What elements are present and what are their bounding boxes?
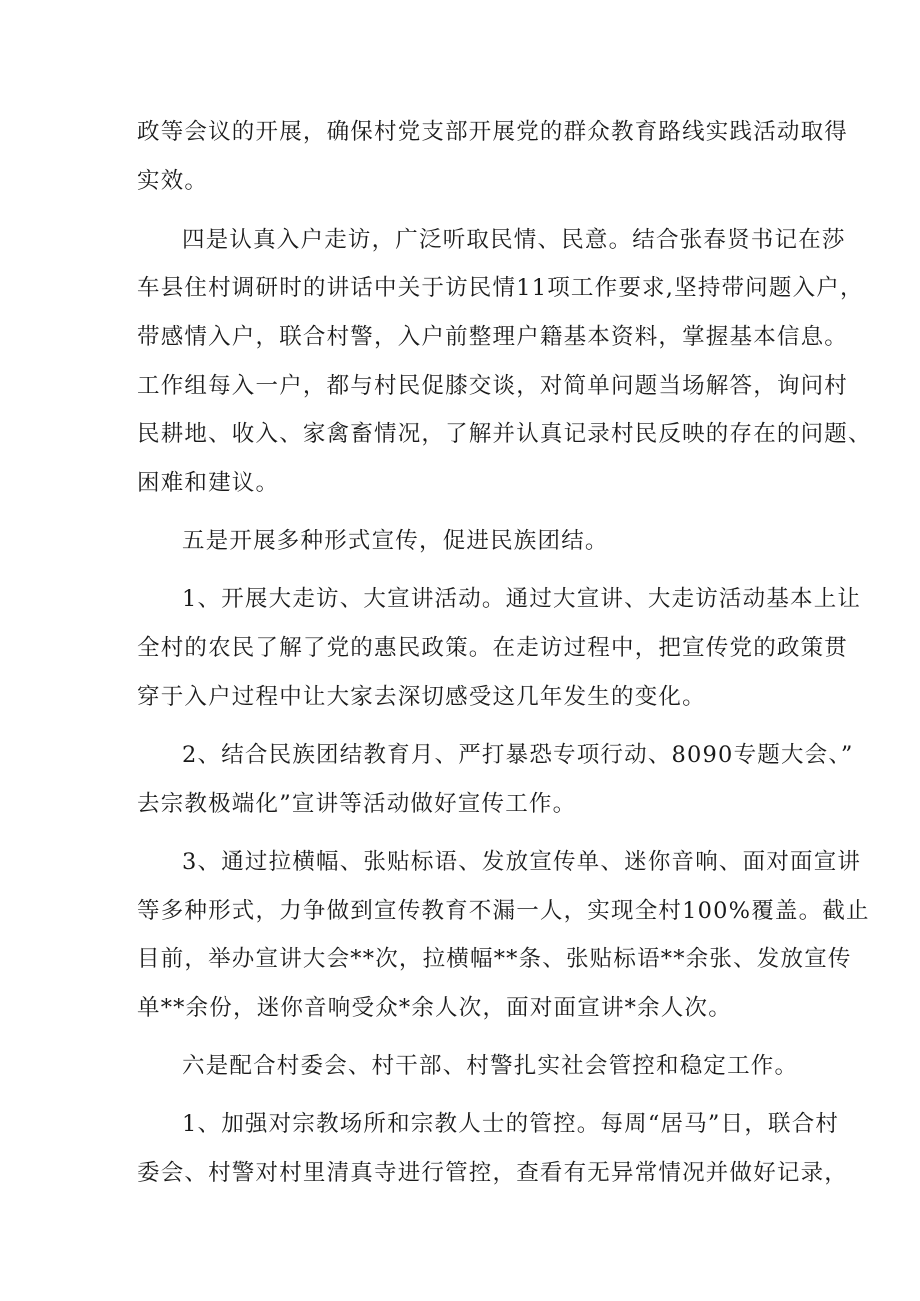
- paragraph-2-line-6: 困难和建议。: [137, 470, 280, 496]
- paragraph-5-line-1: 2、结合民族团结教育月、严打暴恐专项行动、8090专题大会、”: [182, 742, 854, 768]
- paragraph-4-line-3: 穿于入户过程中让大家去深切感受这几年发生的变化。: [137, 684, 706, 710]
- paragraph-1-line-2: 实效。: [137, 168, 209, 194]
- paragraph-2-line-5: 民耕地、收入、家禽畜情况，了解并认真记录村民反映的存在的问题、: [137, 421, 872, 447]
- paragraph-2-line-4: 工作组每入一户，都与村民促膝交谈，对简单问题当场解答，询问村: [137, 373, 849, 399]
- paragraph-6-line-3: 目前，举办宣讲大会**次，拉横幅**条、张贴标语**余张、发放宣传: [137, 946, 852, 972]
- paragraph-7-line-1: 六是配合村委会、村干部、村警扎实社会管控和稳定工作。: [182, 1053, 799, 1079]
- paragraph-3-line-1: 五是开展多种形式宣传，促进民族团结。: [182, 528, 609, 554]
- paragraph-5-line-2: 去宗教极端化”宣讲等活动做好宣传工作。: [137, 791, 577, 817]
- paragraph-2-line-2: 车县住村调研时的讲话中关于访民情11项工作要求,坚持带问题入户，: [137, 275, 864, 301]
- paragraph-6-line-2: 等多种形式，力争做到宣传教育不漏一人，实现全村100%覆盖。截止: [137, 898, 870, 924]
- paragraph-8-line-2: 委会、村警对村里清真寺进行管控，查看有无异常情况并做好记录，: [137, 1160, 849, 1186]
- paragraph-2-line-3: 带感情入户，联合村警，入户前整理户籍基本资料，掌握基本信息。: [137, 324, 849, 350]
- paragraph-4-line-1: 1、开展大走访、大宣讲活动。通过大宣讲、大走访活动基本上让: [182, 586, 862, 612]
- paragraph-4-line-2: 全村的农民了解了党的惠民政策。在走访过程中，把宣传党的政策贯: [137, 635, 849, 661]
- paragraph-1-line-1: 政等会议的开展，确保村党支部开展党的群众教育路线实践活动取得: [137, 119, 849, 145]
- paragraph-6-line-4: 单**余份，迷你音响受众*余人次，面对面宣讲*余人次。: [137, 995, 732, 1021]
- paragraph-2-line-1: 四是认真入户走访，广泛听取民情、民意。结合张春贤书记在莎: [182, 227, 846, 253]
- paragraph-8-line-1: 1、加强对宗教场所和宗教人士的管控。每周“居马”日，联合村: [182, 1111, 840, 1137]
- paragraph-6-line-1: 3、通过拉横幅、张贴标语、发放宣传单、迷你音响、面对面宣讲: [182, 849, 862, 875]
